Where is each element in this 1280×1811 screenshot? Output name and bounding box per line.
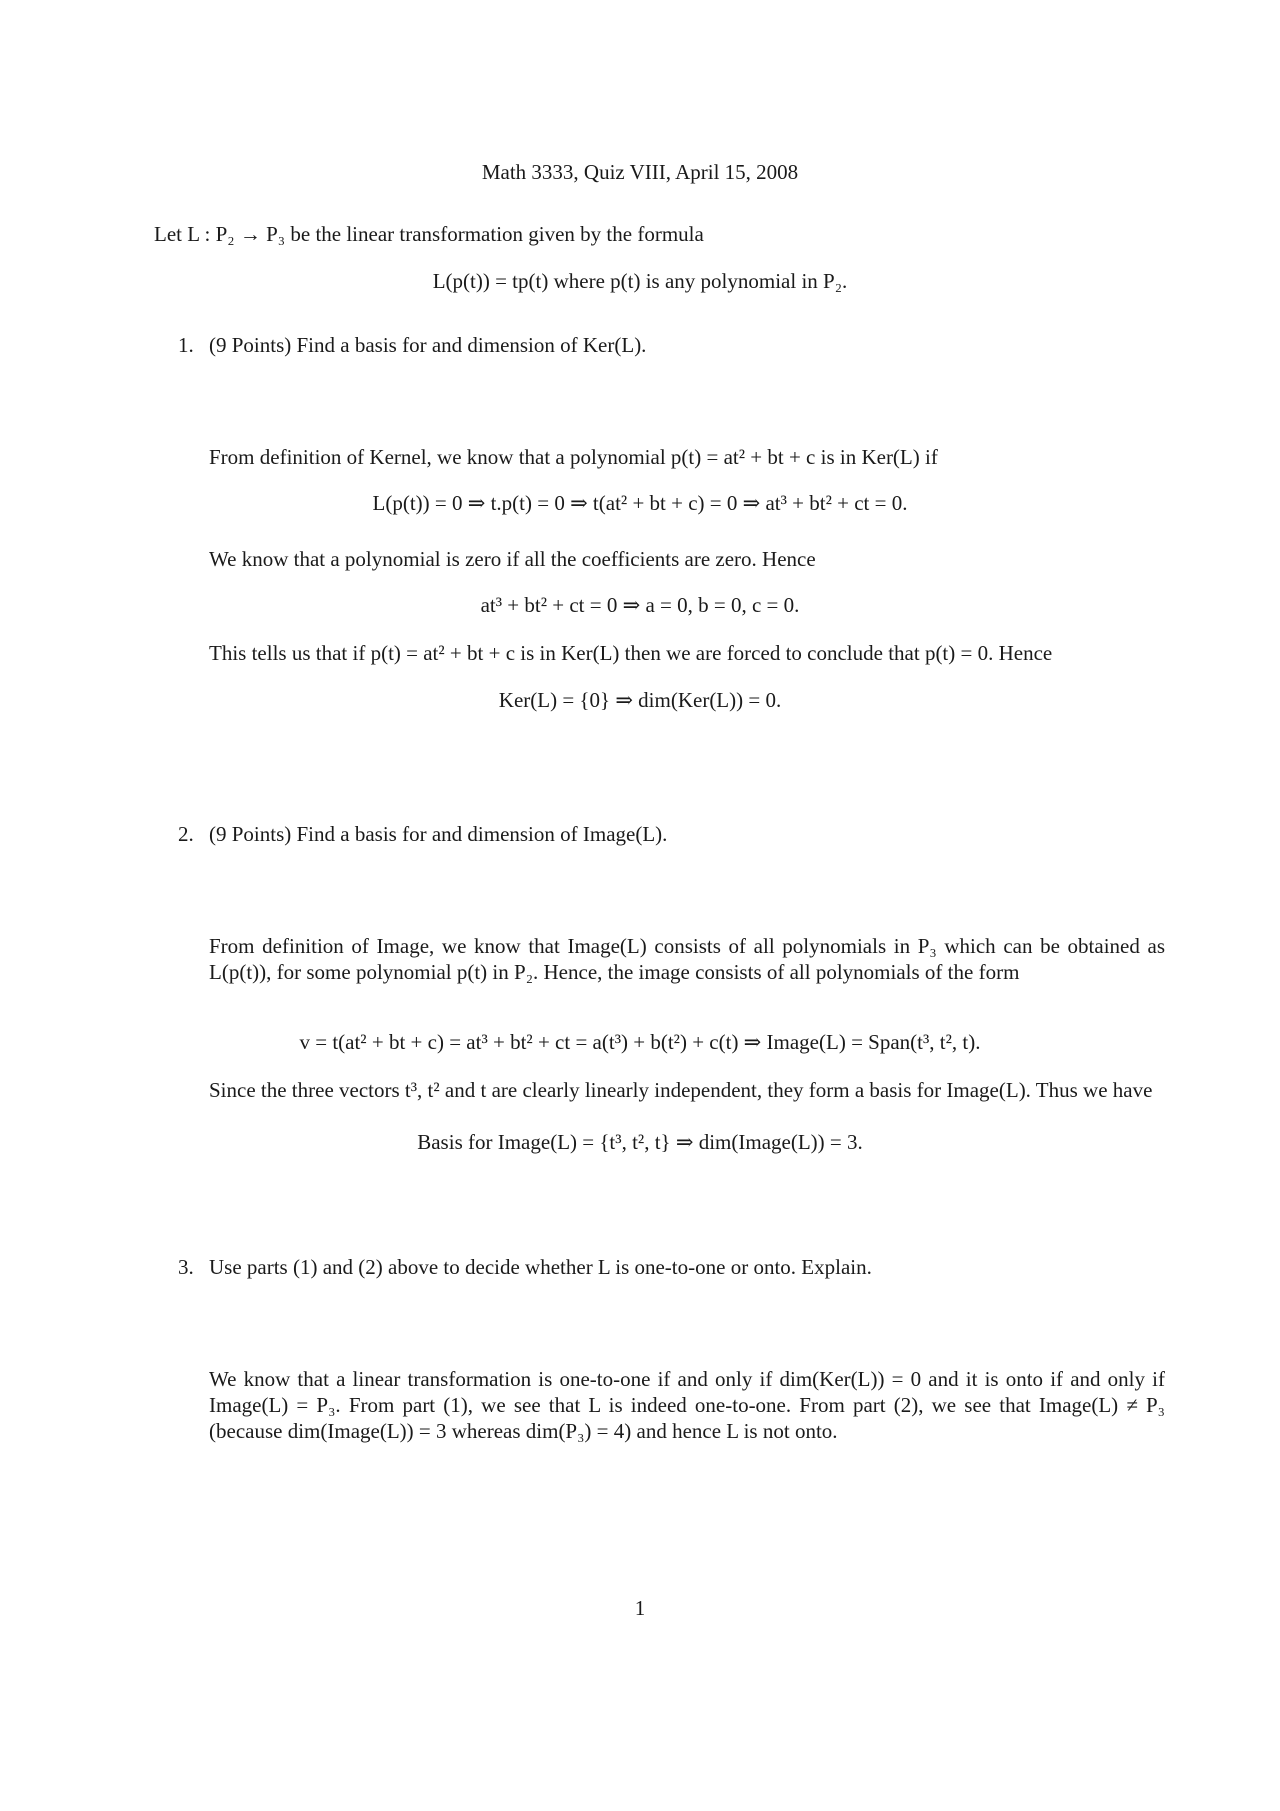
- q1-equation3: Ker(L) = {0} ⇒ dim(Ker(L)) = 0.: [498, 688, 782, 712]
- q1-number: 1.: [178, 333, 194, 357]
- q2-equation2: Basis for Image(L) = {t³, t², t} ⇒ dim(Image(L)) = 3.: [417, 1130, 863, 1154]
- intro-text: Let L : P₂ → P₃ be the linear transformation given by the formula: [154, 222, 704, 246]
- page-number: 1: [634, 1596, 646, 1620]
- q3-answer: We know that a linear transformation is one-to-one if and only if dim(Ker(L)) = 0 and it is onto if and only if Image(L) = P₃. From part (1), we see that L is indeed one-to-one. From part (2), we see that Image(L) ≠ P₃ (because dim(Image(L)) = 3 whereas dim(P₃) = 4) and hence L is not onto.: [209, 1367, 1165, 1443]
- q3-number: 3.: [178, 1255, 194, 1279]
- q2-number: 2.: [178, 822, 194, 846]
- q1-answer-line1: From definition of Kernel, we know that a polynomial p(t) = at² + bt + c is in Ker(L) if: [209, 445, 938, 469]
- q3-prompt: Use parts (1) and (2) above to decide whether L is one-to-one or onto. Explain.: [209, 1255, 872, 1279]
- q1-answer-line3: This tells us that if p(t) = at² + bt + c is in Ker(L) then we are forced to conclude that p(t) = 0. Hence: [209, 641, 1053, 665]
- q2-answer-para2: Since the three vectors t³, t² and t are clearly linearly independent, they form a basis for Image(L). Thus we have: [209, 1078, 1153, 1102]
- intro-formula: L(p(t)) = tp(t) where p(t) is any polynomial in P₂.: [432, 269, 848, 293]
- page-title: Math 3333, Quiz VIII, April 15, 2008: [481, 160, 799, 184]
- q1-equation1: L(p(t)) = 0 ⇒ t.p(t) = 0 ⇒ t(at² + bt + c) = 0 ⇒ at³ + bt² + ct = 0.: [372, 491, 908, 515]
- q2-prompt: (9 Points) Find a basis for and dimension of Image(L).: [209, 822, 668, 846]
- q1-prompt: (9 Points) Find a basis for and dimension of Ker(L).: [209, 333, 647, 357]
- q2-equation1: v = t(at² + bt + c) = at³ + bt² + ct = a(t³) + b(t²) + c(t) ⇒ Image(L) = Span(t³, t², t).: [299, 1030, 981, 1054]
- q2-answer-para1: From definition of Image, we know that Image(L) consists of all polynomials in P₃ which can be obtained as L(p(t)), for some polynomial p(t) in P₂. Hence, the image consists of all polynomials of the form: [209, 934, 1165, 984]
- q1-answer-line2: We know that a polynomial is zero if all the coefficients are zero. Hence: [209, 547, 816, 571]
- q1-equation2: at³ + bt² + ct = 0 ⇒ a = 0, b = 0, c = 0.: [480, 593, 800, 617]
